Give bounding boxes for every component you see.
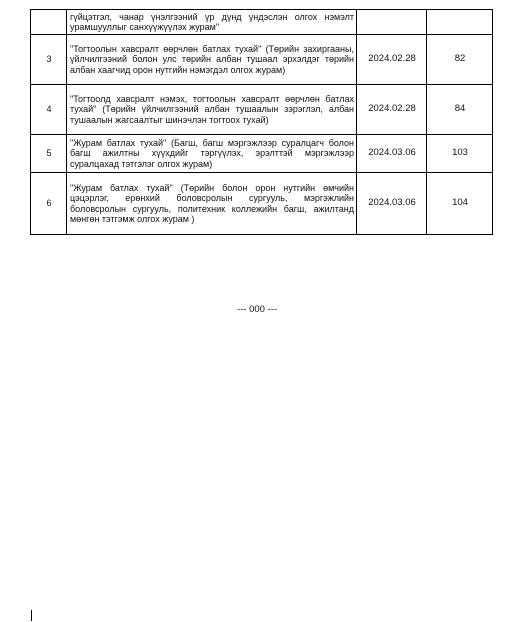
resolution-number: 103: [427, 135, 493, 173]
resolutions-table: [30, 9, 493, 235]
resolution-number: 84: [427, 85, 493, 135]
row-number: 4: [31, 85, 67, 135]
resolution-date: 2024.03.06: [357, 135, 427, 173]
row-number: 5: [31, 135, 67, 173]
table-row: [31, 135, 493, 173]
row-number: 6: [31, 173, 67, 235]
row-number: 3: [31, 35, 67, 85]
table-row: [31, 85, 493, 135]
resolution-date: 2024.02.28: [357, 35, 427, 85]
table-row: [31, 35, 493, 85]
resolution-title: "Тогтоолд хавсралт нэмэх, тогтоолын хавсралт өөрчлөн батлах тухай" (Төрийн үйлчилгээний албан тушаалын зэрэглэл, албан тушаалын жагсаалтыг шинэчлэн тогтоох тухай): [67, 85, 357, 135]
resolution-number: 104: [427, 173, 493, 235]
text-cursor: [31, 610, 32, 621]
resolution-number: 82: [427, 35, 493, 85]
resolution-title: гүйцэтгэл, чанар үнэлгээний үр дүнд үндэслэн олгох нэмэлт урамшууллыг санхүүжүүлэх журам": [67, 10, 357, 35]
resolution-number: [427, 10, 493, 35]
resolution-date: 2024.02.28: [357, 85, 427, 135]
resolution-date: [357, 10, 427, 35]
resolution-title: "Тогтоолын хавсралт өөрчлөн батлах тухай" (Төрийн захиргааны, үйлчилгээний болон улс төрийн албан тушаал эрхэлдэг төрийн албан хаагчид орон нутгийн нэмэгдэл олгох журам): [67, 35, 357, 85]
table-row: [31, 173, 493, 235]
row-number: [31, 10, 67, 35]
resolution-date: 2024.03.06: [357, 173, 427, 235]
table-row: [31, 10, 493, 35]
resolution-title: "Журам батлах тухай" (Багш, багш мэргэжлээр суралцагч болон багш ажилтны хүүхдийг тэргүүлэх, эрэлттэй мэргэжлээр суралцахад тэтгэлэг олгох журам): [67, 135, 357, 173]
resolution-title: "Журам батлах тухай" (Төрийн болон орон нутгийн өмчийн цэцэрлэг, ерөнхий боловсролын сургууль, мэргэжлийн боловсролын сургууль, политехник коллежийн багш, ажилтанд мөнгөн тэтгэмж олгох журам ): [67, 173, 357, 235]
end-of-list-marker: --- 000 ---: [236, 304, 278, 315]
